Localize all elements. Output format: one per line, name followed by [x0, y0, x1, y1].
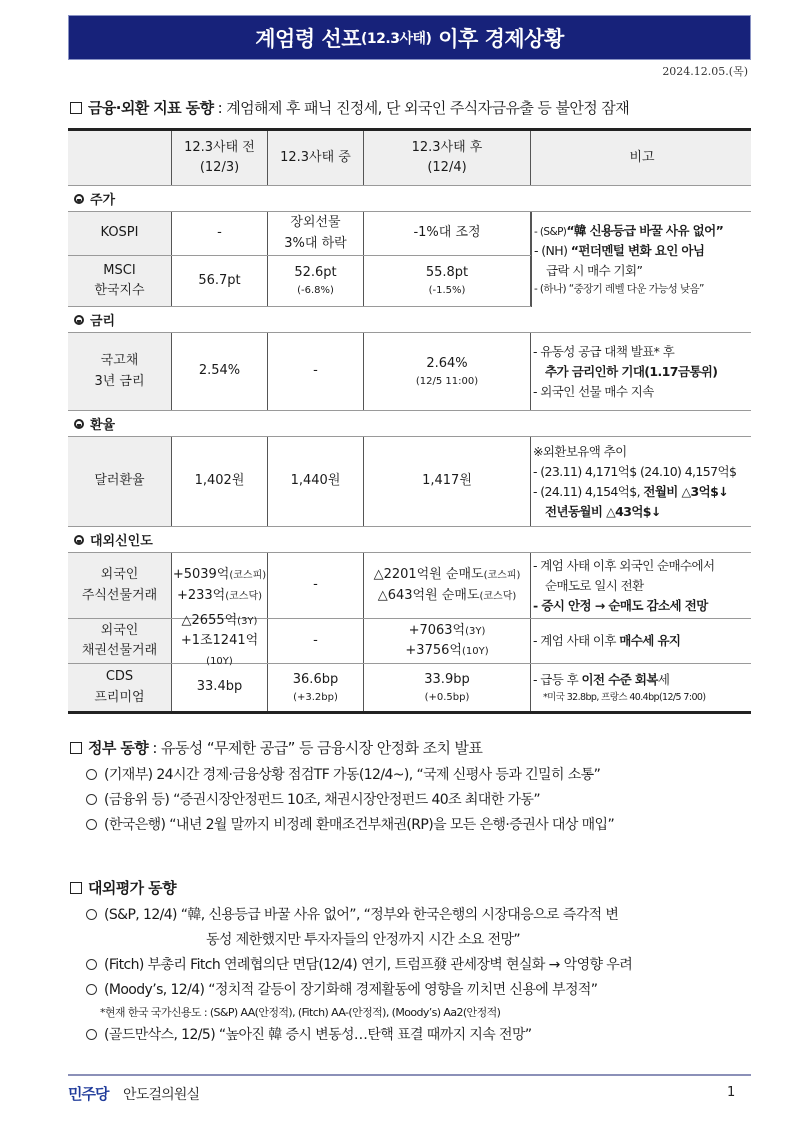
- footer-divider: [68, 1074, 751, 1076]
- category-row-fx: 환율: [68, 411, 751, 437]
- list-item: (기재부) 24시간 경제·금융상황 점검TF 가동(12/4~), “국제 신평사 등과 긴밀히 소통”: [86, 763, 614, 788]
- document-date: 2024.12.05.(목): [662, 65, 748, 78]
- government-list: [86, 763, 614, 838]
- location-pin-icon: [74, 535, 84, 545]
- header-cell-during: 12.3사태 중: [268, 131, 364, 185]
- table-row-bond3y: 국고채 3년 금리 2.54% - 2.64% (12/5 11:00) - 유동성 공급 대책 발표* 후 추가 금리인하 기대(1.17금통위) - 외국인 선물 매수 지속: [68, 333, 751, 411]
- category-row-credit: 대외신인도: [68, 527, 751, 553]
- circle-bullet-icon: [86, 959, 97, 970]
- location-pin-icon: [74, 419, 84, 429]
- foreign-stock-remarks: - 계엄 사태 이후 외국인 순매수에서 순매도로 일시 전환 - 증시 안정 → 순매도 감소세 전망: [533, 557, 715, 613]
- location-pin-icon: [74, 194, 84, 204]
- party-logo: 민주당: [68, 1085, 109, 1103]
- table-row-msci: MSCI 한국지수 56.7pt 52.6pt (-6.8%) 55.8pt (-1.5%): [68, 256, 751, 307]
- list-item-continuation: 동성 제한했지만 투자자들의 안정까지 시간 소요 전망”: [206, 932, 521, 948]
- category-row-rates: 금리: [68, 307, 751, 333]
- circle-bullet-icon: [86, 1029, 97, 1040]
- stocks-group: [68, 212, 751, 307]
- location-pin-icon: [74, 315, 84, 325]
- title-rest: 이후 경제상황: [431, 26, 564, 51]
- indicators-table: [68, 128, 751, 714]
- checkbox-square-icon: [70, 882, 82, 894]
- list-item: (Fitch) 부총리 Fitch 연례협의단 면담(12/4) 연기, 트럼프發 관세장벽 현실화 → 악영향 우려: [86, 953, 632, 978]
- checkbox-square-icon: [70, 742, 82, 754]
- table-row-kospi: KOSPI - 장외선물 3%대 하락 -1%대 조정: [68, 212, 751, 256]
- table-header-row: [68, 131, 751, 186]
- title-main: 계엄령 선포: [255, 26, 361, 51]
- title-paren: (12.3사태): [361, 30, 432, 47]
- section-government-heading: 정부 동향 : 유동성 “무제한 공급” 등 금융시장 안정화 조치 발표: [70, 737, 482, 758]
- checkbox-square-icon: [70, 102, 82, 114]
- external-evaluation-list: [86, 903, 632, 1048]
- table-row-foreign-bond: 외국인 채권선물거래 △2655억(3Y) +1조1241억(10Y) - +7063억(3Y) +3756억(10Y) - 계엄 사태 이후 매수세 유지: [68, 619, 751, 664]
- list-item: (한국은행) “내년 2월 말까지 비정례 환매조건부채권(RP)을 모든 은행·증권사 대상 매입”: [86, 813, 614, 838]
- office-name: 안도걸의원실: [123, 1087, 200, 1103]
- circle-bullet-icon: [86, 819, 97, 830]
- header-cell-empty: [68, 131, 172, 185]
- header-cell-before: 12.3사태 전 (12/3): [172, 131, 268, 185]
- table-row-cds: CDS 프리미엄 33.4bp 36.6bp (+3.2bp) 33.9bp (+0.5bp) - 급등 후 이전 수준 회복세 *미국 32.8bp, 프랑스 40.4bp(12/5 7:00): [68, 664, 751, 711]
- list-item: (금융위 등) “증권시장안정펀드 10조, 채권시장안정펀드 40조 최대한 가동”: [86, 788, 614, 813]
- stocks-remarks: - (S&P)“韓 신용등급 바꿀 사유 없어” - (NH) “펀더멘털 변화 요인 아님 급락 시 매수 기회” - (하나) “중장기 레벨 다운 가능성 낮음”: [531, 212, 751, 307]
- circle-bullet-icon: [86, 984, 97, 995]
- header-cell-after: 12.3사태 후 (12/4): [364, 131, 531, 185]
- credit-rating-footnote: *현재 한국 국가신용도 : (S&P) AA(안정적), (Fitch) AA-(안정적), (Moody’s) Aa2(안정적): [100, 1006, 501, 1019]
- table-row-foreign-stock: 외국인 주식선물거래 +5039억(코스피) +233억(코스닥) - △2201억원 순매도(코스피) △643억원 순매도(코스닥) - 계엄 사태 이후 외국인 순매수에서 순매도로 일시 전환 - 증시 안정 → 순매도 감소세 전망: [68, 553, 751, 619]
- list-item: (S&P, 12/4) “韓, 신용등급 바꿀 사유 없어”, “정부와 한국은행의 시장대응으로 즉각적 변: [86, 903, 632, 928]
- cds-remarks: - 급등 후 이전 수준 회복세 *미국 32.8bp, 프랑스 40.4bp(12/5 7:00): [533, 671, 706, 703]
- list-item: (골드만삭스, 12/5) “높아진 韓 증시 변동성…탄핵 표결 때까지 지속 전망”: [86, 1023, 632, 1048]
- document-title-bar: [68, 15, 751, 60]
- foreign-bond-remarks: - 계엄 사태 이후 매수세 유지: [533, 633, 681, 648]
- table-row-usdkrw: 달러환율 1,402원 1,440원 1,417원 ※외환보유액 추이 - (23.11) 4,171억$ (24.10) 4,157억$ - (24.11) 4,154억$, 전월비 △3억$↓ 전년동월비 △43억$↓: [68, 437, 751, 527]
- bond3y-remarks: - 유동성 공급 대책 발표* 후 추가 금리인하 기대(1.17금통위) - 외국인 선물 매수 지속: [533, 343, 718, 399]
- circle-bullet-icon: [86, 794, 97, 805]
- section-external-evaluation-heading: 대외평가 동향: [70, 877, 176, 898]
- page-number: 1: [727, 1085, 736, 1100]
- circle-bullet-icon: [86, 909, 97, 920]
- header-cell-remarks: 비고: [531, 131, 751, 185]
- circle-bullet-icon: [86, 769, 97, 780]
- usdkrw-remarks: ※외환보유액 추이 - (23.11) 4,171억$ (24.10) 4,157억$ - (24.11) 4,154억$, 전월비 △3억$↓ 전년동월비 △43억$↓: [533, 443, 737, 519]
- section-financial-fx-heading: 금융·외환 지표 동향 : 계엄해제 후 패닉 진정세, 단 외국인 주식자금유출 등 불안정 잠재: [70, 97, 629, 118]
- category-row-stocks: 주가: [68, 186, 751, 212]
- list-item: (Moody’s, 12/4) “정치적 갈등이 장기화해 경제활동에 영향을 끼치면 신용에 부정적”: [86, 978, 632, 1003]
